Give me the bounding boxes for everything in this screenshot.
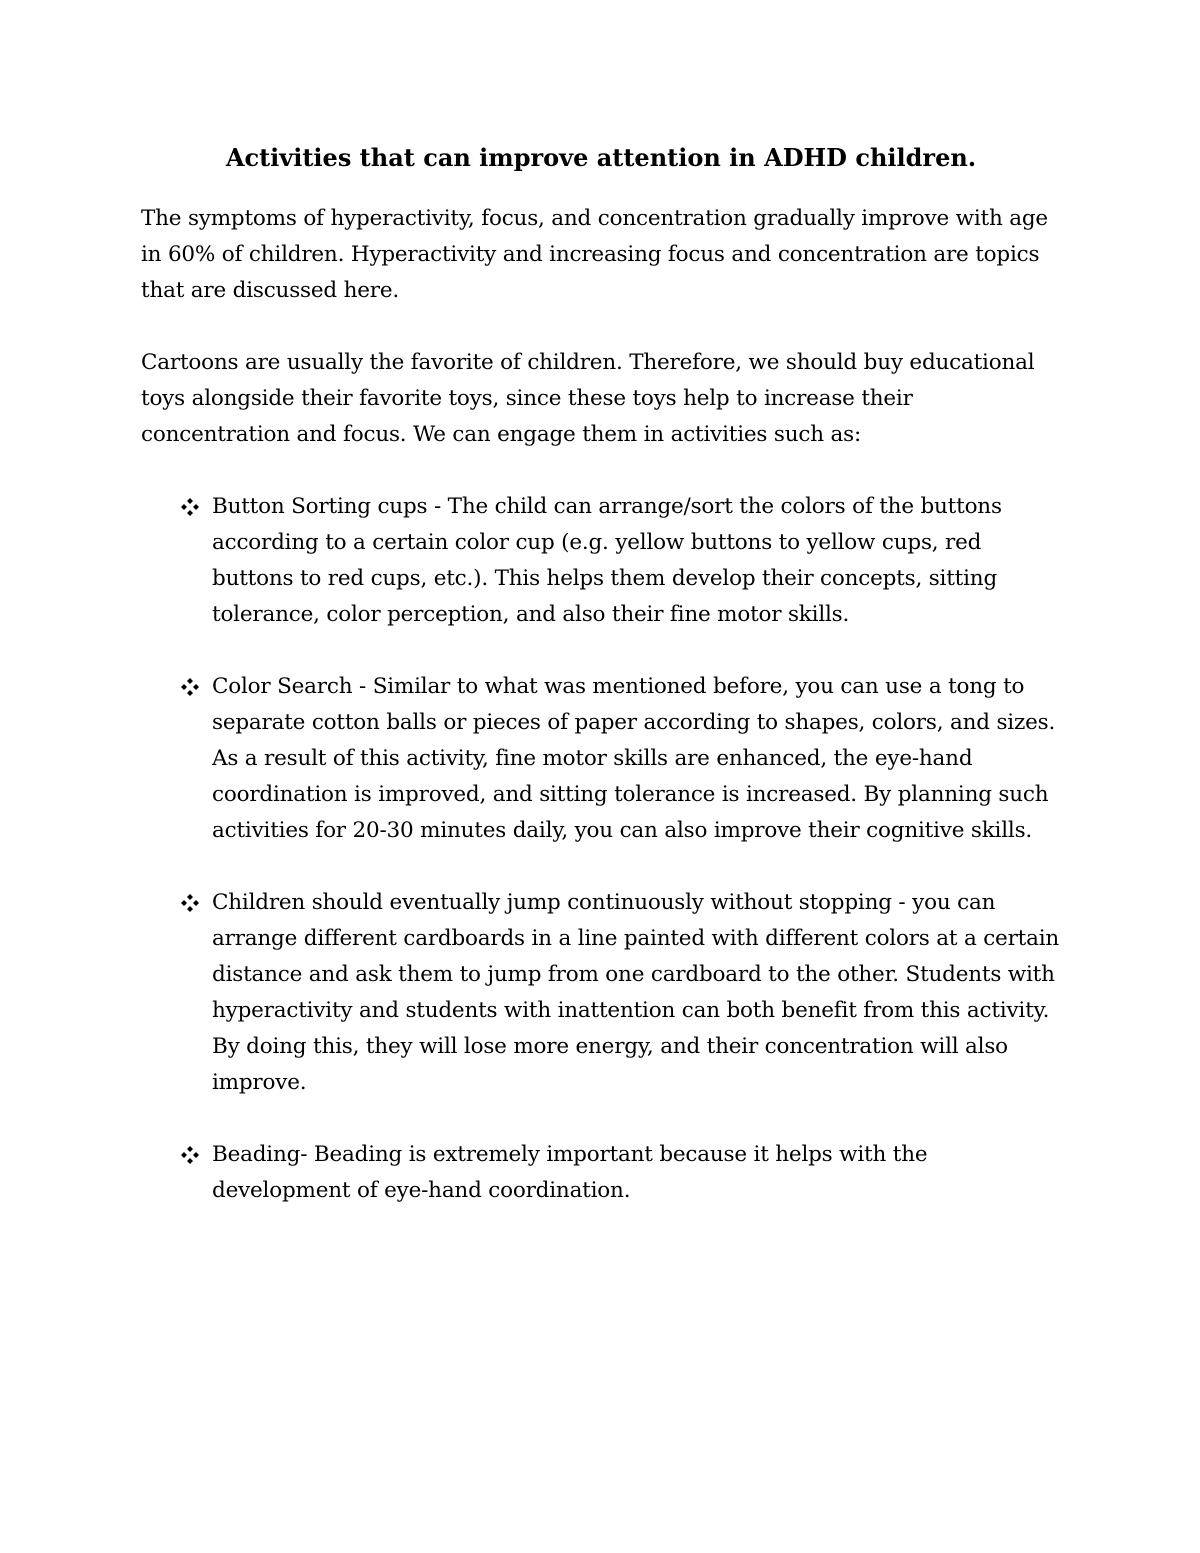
cartoons-paragraph: Cartoons are usually the favorite of children. Therefore, we should buy educational toys alongside their favorite toys, since these toys help to increase their concentration and focus. We can engage them in activities such as:	[141, 350, 1035, 447]
list-item	[141, 669, 1061, 849]
four-diamond-bullet-icon	[178, 669, 202, 705]
list-item-text: Beading- Beading is extremely important because it helps with the development of eye-hand coordination.	[212, 1142, 928, 1203]
list-item	[141, 1137, 1061, 1209]
four-diamond-bullet-icon	[178, 1137, 202, 1173]
list-item-text: Children should eventually jump continuously without stopping - you can arrange different cardboards in a line painted with different colors at a certain distance and ask them to jump from one cardboard to the other. Students with hyperactivity and students with inattention can both benefit from this activity. By doing this, they will lose more energy, and their concentration will also improve.	[212, 890, 1060, 1095]
document-page	[141, 138, 1061, 1245]
list-item	[141, 885, 1061, 1101]
list-item-text: Button Sorting cups - The child can arrange/sort the colors of the buttons according to a certain color cup (e.g. yellow buttons to yellow cups, red buttons to red cups, etc.). This helps them develop their concepts, sitting tolerance, color perception, and also their fine motor skills.	[212, 494, 1002, 627]
four-diamond-bullet-icon	[178, 885, 202, 921]
four-diamond-bullet-icon	[178, 489, 202, 525]
activity-list	[141, 489, 1061, 1209]
list-item-text: Color Search - Similar to what was mentioned before, you can use a tong to separate cotton balls or pieces of paper according to shapes, colors, and sizes. As a result of this activity, fine motor skills are enhanced, the eye-hand coordination is improved, and sitting tolerance is increased. By planning such activities for 20-30 minutes daily, you can also improve their cognitive skills.	[212, 674, 1056, 843]
intro-paragraph: The symptoms of hyperactivity, focus, and concentration gradually improve with age in 60% of children. Hyperactivity and increasing focus and concentration are topics that are discussed here.	[141, 206, 1048, 303]
document-title: Activities that can improve attention in ADHD children.	[225, 143, 977, 172]
list-item	[141, 489, 1061, 633]
